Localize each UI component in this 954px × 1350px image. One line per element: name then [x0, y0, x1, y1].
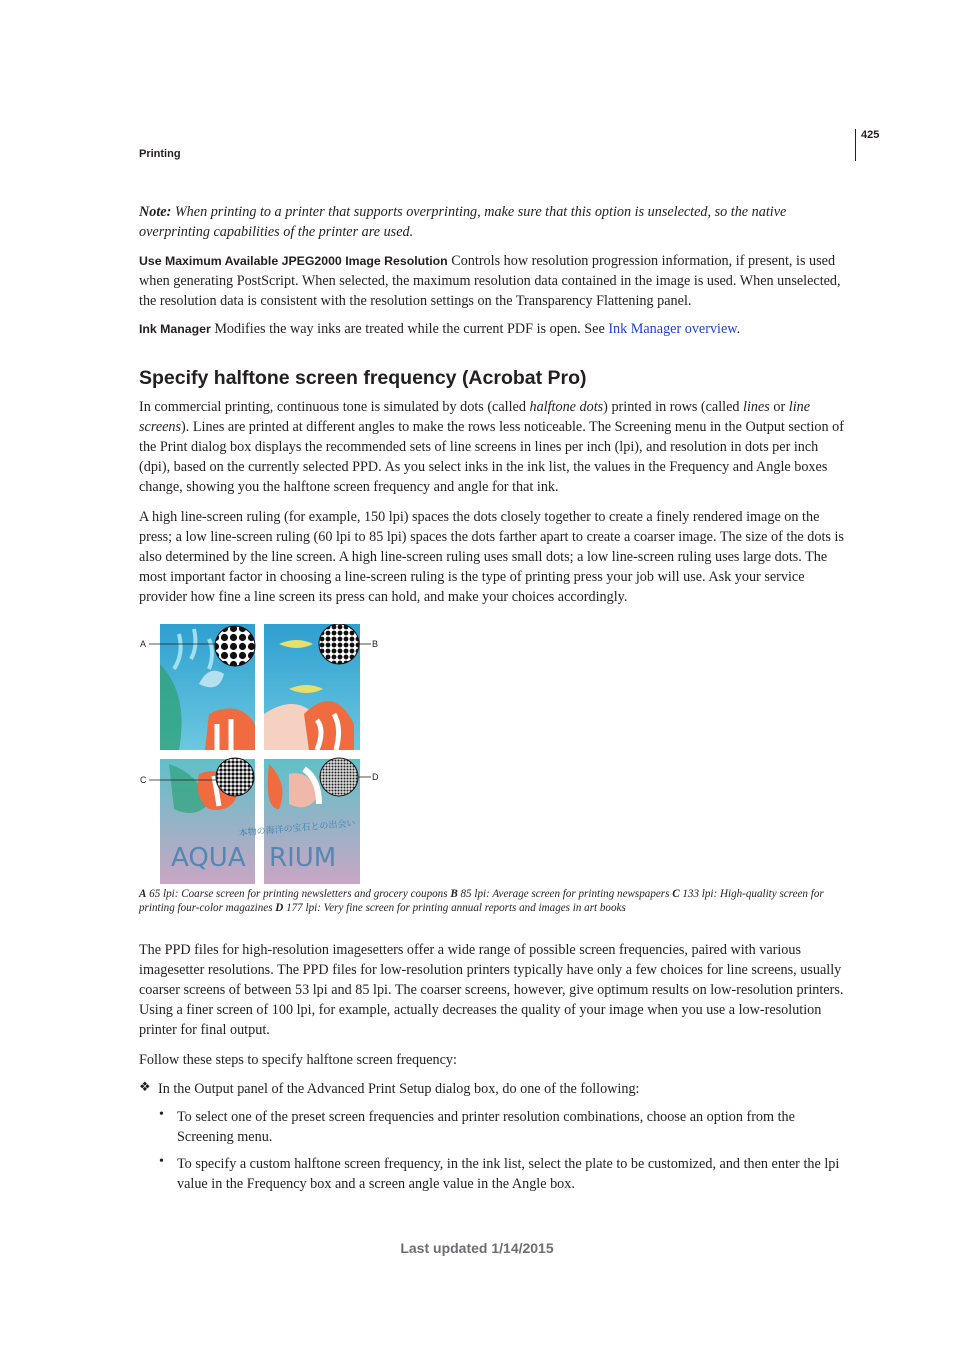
para1-italic-lines: lines — [743, 399, 770, 415]
caption-key-b: B — [450, 888, 458, 900]
note-label: Note: — [139, 204, 172, 220]
page-number: 425 — [861, 129, 880, 141]
caption-text-d: 177 lpi: Very fine screen for printing annual reports and images in art books — [283, 902, 626, 914]
jpeg2000-option — [139, 251, 851, 311]
figure-label-b: B — [372, 639, 379, 649]
ink-manager-option — [139, 319, 851, 339]
quadrant-a — [160, 624, 255, 750]
bullet-marker-icon: • — [159, 1154, 164, 1169]
section-title: Printing — [139, 148, 181, 160]
quadrant-b — [264, 624, 360, 750]
caption-key-c: C — [672, 888, 680, 900]
aquarium-japanese-tagline: 本物の海洋の宝石との出会い — [238, 818, 356, 839]
bullet-item: To select one of the preset screen frequencies and printer resolution combinations, choose an option from the Screening menu. — [177, 1109, 795, 1145]
note-text: When printing to a printer that supports overprinting, make sure that this option is unselected, so the native overprinting capabilities of the printer are used. — [139, 204, 787, 240]
halftone-figure — [139, 624, 389, 886]
caption-text-a: 65 lpi: Coarse screen for printing newsletters and grocery coupons — [146, 888, 451, 900]
note-paragraph — [139, 202, 851, 242]
ink-manager-overview-link[interactable]: Ink Manager overview — [608, 321, 737, 337]
figure-label-d: D — [372, 772, 379, 782]
caption-text-c: 133 lpi: High-quality screen for printing four-color magazines — [139, 888, 824, 914]
ink-manager-after: . — [736, 321, 741, 337]
steps-intro: Follow these steps to specify halftone screen frequency: — [139, 1052, 457, 1068]
section-heading: Specify halftone screen frequency (Acrobat Pro) — [139, 367, 587, 389]
para1-text-2: ) printed in rows (called — [603, 399, 744, 415]
step-text: In the Output panel of the Advanced Print Setup dialog box, do one of the following: — [158, 1081, 640, 1097]
aquarium-title-right: RIUM — [269, 843, 337, 873]
ink-manager-term: Ink Manager — [139, 322, 211, 336]
jpeg2000-term: Use Maximum Available JPEG2000 Image Resolution — [139, 254, 448, 268]
aquarium-title-left: AQUA — [171, 843, 246, 873]
bullet-marker-icon: • — [159, 1107, 164, 1122]
figure-caption — [139, 887, 851, 915]
aquarium-poster-illustration — [139, 624, 389, 886]
para1-italic-halftone: halftone dots — [529, 399, 604, 415]
jpeg2000-text: Controls how resolution progression information, if present, is used when generating PostScript. When selected, the maximum resolution data contained in the image is used. When unselected, the resolution data is consistent with the resolution settings on the Transparency Flattening panel. — [139, 253, 841, 309]
step-marker-icon: ❖ — [139, 1079, 151, 1094]
para1-text-4: ). Lines are printed at different angles to make the rows less noticeable. The Screening menu in the Output section of the Print dialog box displays the recommended sets of line screens in lines per inch (lpi), and resolution in dots per inch (dpi), based on the currently selected PPD. As you select inks in the ink list, the values in the Frequency and Angle boxes change, showing you the halftone screen frequency and angle for that ink. — [139, 419, 844, 495]
halftone-intro-paragraph — [139, 397, 851, 497]
caption-key-d: D — [275, 902, 284, 914]
figure-label-a: A — [140, 639, 147, 649]
para1-text-1: In commercial printing, continuous tone is simulated by dots (called — [139, 399, 530, 415]
para1-italic-line-screens: line screens — [139, 399, 811, 435]
caption-key-a: A — [139, 888, 147, 900]
ink-manager-text: Modifies the way inks are treated while the current PDF is open. See — [210, 321, 609, 337]
figure-label-c: C — [140, 775, 147, 785]
bullet-item: To specify a custom halftone screen frequency, in the ink list, select the plate to be customized, and then enter the lpi value in the Frequency box and a screen angle value in the Angle box. — [177, 1156, 840, 1192]
footer-last-updated: Last updated 1/14/2015 — [400, 1240, 554, 1256]
header-rule — [855, 129, 856, 161]
ppd-paragraph: The PPD files for high-resolution imagesetters offer a wide range of possible screen frequencies, paired with various imagesetter resolutions. The PPD files for low-resolution printers typically have only a few choices for line screens, usually coarser screens of between 53 lpi and 85 lpi. The coarser screens, however, give optimum results on low-resolution printers. Using a finer screen of 100 lpi, for example, actually decreases the quality of your image when you use a low-resolution printer for final output. — [139, 942, 844, 1038]
para1-text-3: or — [769, 399, 789, 415]
line-screen-paragraph: A high line-screen ruling (for example, 150 lpi) spaces the dots closely together to create a finely rendered image on the press; a low line-screen ruling (60 lpi to 85 lpi) spaces the dots farther apart to create a coarser image. The size of the dots is also determined by the line screen. A high line-screen ruling uses small dots; a low line-screen ruling uses large dots. The most important factor in choosing a line-screen ruling is the type of printing press your job will use. Ask your service provider how fine a line screen its press can hold, and make your choices accordingly. — [139, 509, 844, 605]
quadrant-c — [160, 758, 255, 884]
caption-text-b: 85 lpi: Average screen for printing newspapers — [457, 888, 673, 900]
